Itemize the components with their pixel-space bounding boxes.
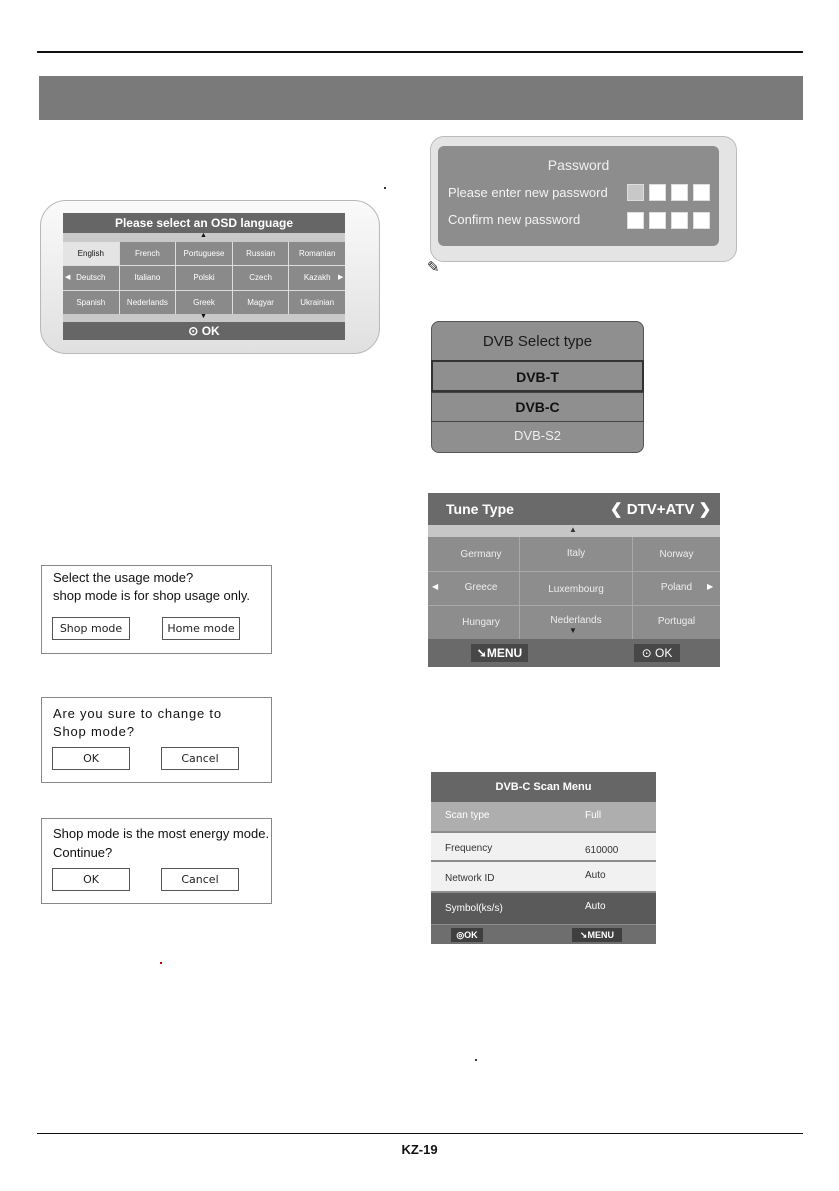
country-option[interactable]: Hungary: [462, 617, 500, 628]
language-option[interactable]: French: [120, 242, 176, 265]
menu-button[interactable]: [572, 928, 622, 942]
confirm-line-1: Are you sure to change to: [53, 706, 222, 721]
tune-top-strip: [428, 525, 720, 537]
menu-back-icon: ➘: [476, 646, 487, 660]
language-option[interactable]: Czech: [233, 266, 289, 289]
country-option[interactable]: Portugal: [657, 616, 696, 627]
new-password-label: Please enter new password: [448, 185, 608, 200]
dvb-option[interactable]: DVB-S2: [514, 428, 561, 443]
scan-row-label: Symbol(ks/s): [445, 903, 503, 914]
scan-row-value: Auto: [585, 870, 606, 881]
scan-row[interactable]: [431, 833, 656, 860]
country-option[interactable]: Germany: [460, 549, 502, 560]
ok-label: OK: [655, 646, 673, 660]
dvb-select-title: DVB Select type: [482, 333, 593, 350]
arrow-up-icon: ▲: [200, 232, 207, 239]
osd-ok-bar[interactable]: [63, 322, 345, 340]
country-option[interactable]: Nederlands: [550, 615, 602, 626]
language-option[interactable]: Portuguese: [176, 242, 232, 265]
scan-row[interactable]: [431, 862, 656, 891]
confirm-password-label: Confirm new password: [448, 212, 581, 227]
cancel-button[interactable]: Cancel: [161, 747, 239, 770]
scan-row-value: Full: [585, 810, 602, 821]
language-option[interactable]: English: [63, 242, 119, 265]
ok-icon: ◎: [456, 930, 465, 940]
scan-row-label: Scan type: [445, 810, 490, 821]
menu-back-icon: ➘: [579, 930, 588, 940]
arrow-down-icon: ▼: [200, 313, 207, 320]
arrow-right-icon[interactable]: ▶: [338, 274, 344, 281]
arrow-right-icon[interactable]: ▶: [707, 582, 714, 591]
grid-divider: [428, 605, 720, 606]
confirm-password-digit[interactable]: [671, 212, 688, 229]
osd-language-title: Please select an OSD language: [63, 213, 345, 233]
dvb-option[interactable]: DVB-C: [431, 392, 644, 422]
bottom-rule: [37, 1133, 803, 1134]
new-password-digit[interactable]: [693, 184, 710, 201]
energy-dialog-text: [53, 824, 269, 862]
stray-mark: [475, 1059, 477, 1061]
confirm-password-digit[interactable]: [627, 212, 644, 229]
scan-row-label: Network ID: [445, 873, 495, 884]
tune-type-title: Tune Type: [446, 501, 514, 517]
ok-button[interactable]: OK: [52, 747, 130, 770]
arrow-down-icon: ▼: [569, 626, 577, 635]
new-password-digit[interactable]: [627, 184, 644, 201]
menu-button[interactable]: [471, 644, 528, 662]
country-option[interactable]: Italy: [566, 548, 586, 559]
confirm-dialog-text: [53, 705, 222, 741]
scan-footer: [431, 925, 656, 944]
language-option[interactable]: Nederlands: [120, 291, 176, 314]
note-pencil-icon: ✎: [427, 259, 440, 276]
energy-line-1: Shop mode is the most energy mode.: [53, 826, 270, 841]
scan-row-label: Frequency: [445, 843, 493, 854]
country-option[interactable]: Poland: [660, 582, 693, 593]
osd-ok-label: OK: [201, 324, 220, 338]
menu-label: MENU: [587, 930, 615, 940]
password-title: Password: [547, 157, 610, 173]
country-option[interactable]: Greece: [464, 582, 498, 593]
osd-bottom-strip: [63, 314, 345, 322]
new-password-digit[interactable]: [649, 184, 666, 201]
tune-footer: [428, 639, 720, 667]
chevron-right-icon[interactable]: ❯: [698, 501, 712, 518]
tune-type-selector[interactable]: [610, 500, 711, 518]
energy-mode-dialog: [41, 818, 272, 904]
usage-dialog-text: [53, 569, 250, 605]
ok-label: OK: [464, 930, 478, 940]
arrow-left-icon[interactable]: ◀: [432, 582, 439, 591]
country-option[interactable]: Luxembourg: [548, 584, 604, 595]
language-option[interactable]: Deutsch: [63, 266, 119, 289]
menu-label: MENU: [486, 646, 523, 660]
osd-top-strip: [63, 233, 345, 242]
scan-menu-title: DVB-C Scan Menu: [431, 772, 656, 802]
language-option[interactable]: Spanish: [63, 291, 119, 314]
language-option[interactable]: Polski: [176, 266, 232, 289]
home-mode-button[interactable]: Home mode: [162, 617, 240, 640]
page-number: KZ-19: [401, 1142, 438, 1157]
confirm-password-digit[interactable]: [693, 212, 710, 229]
cancel-button[interactable]: Cancel: [161, 868, 239, 891]
new-password-digit[interactable]: [671, 184, 688, 201]
country-grid: [428, 537, 720, 639]
scan-row[interactable]: [431, 893, 656, 924]
stray-mark: [160, 962, 162, 964]
usage-line-2: shop mode is for shop usage only.: [53, 588, 251, 603]
scan-row-value: Auto: [585, 901, 606, 912]
confirm-line-2: Shop mode?: [53, 724, 135, 739]
language-option[interactable]: Ukrainian: [289, 291, 345, 314]
ok-button[interactable]: OK: [52, 868, 130, 891]
tune-type-value: DTV+ATV: [626, 501, 695, 518]
ok-button[interactable]: [634, 644, 680, 662]
grid-divider: [428, 571, 720, 572]
language-option[interactable]: Greek: [176, 291, 232, 314]
country-option[interactable]: Norway: [659, 549, 694, 560]
arrow-left-icon[interactable]: ◀: [65, 274, 71, 281]
stray-mark: [384, 187, 386, 189]
arrow-up-icon: ▲: [569, 525, 577, 534]
ok-icon: ⊙: [641, 646, 652, 660]
language-option[interactable]: Magyar: [233, 291, 289, 314]
chevron-left-icon[interactable]: ❮: [610, 501, 623, 518]
language-option[interactable]: Romanian: [289, 242, 345, 265]
osd-language-grid: [63, 242, 345, 314]
confirm-shop-dialog: [41, 697, 272, 783]
ok-button[interactable]: [451, 928, 483, 942]
usage-line-1: Select the usage mode?: [53, 570, 194, 585]
top-rule: [37, 51, 803, 53]
shop-mode-button[interactable]: Shop mode: [52, 617, 130, 640]
usage-mode-dialog: [41, 565, 272, 654]
language-option[interactable]: Kazakh: [289, 266, 345, 289]
section-banner: [39, 76, 803, 120]
confirm-password-digit[interactable]: [649, 212, 666, 229]
scan-row-value: 610000: [585, 845, 619, 856]
scan-row[interactable]: [431, 802, 656, 831]
energy-line-2: Continue?: [53, 845, 113, 860]
language-option[interactable]: Russian: [233, 242, 289, 265]
dvb-option[interactable]: DVB-T: [431, 360, 644, 392]
language-option[interactable]: Italiano: [120, 266, 176, 289]
ok-icon: ⊙: [188, 324, 199, 338]
